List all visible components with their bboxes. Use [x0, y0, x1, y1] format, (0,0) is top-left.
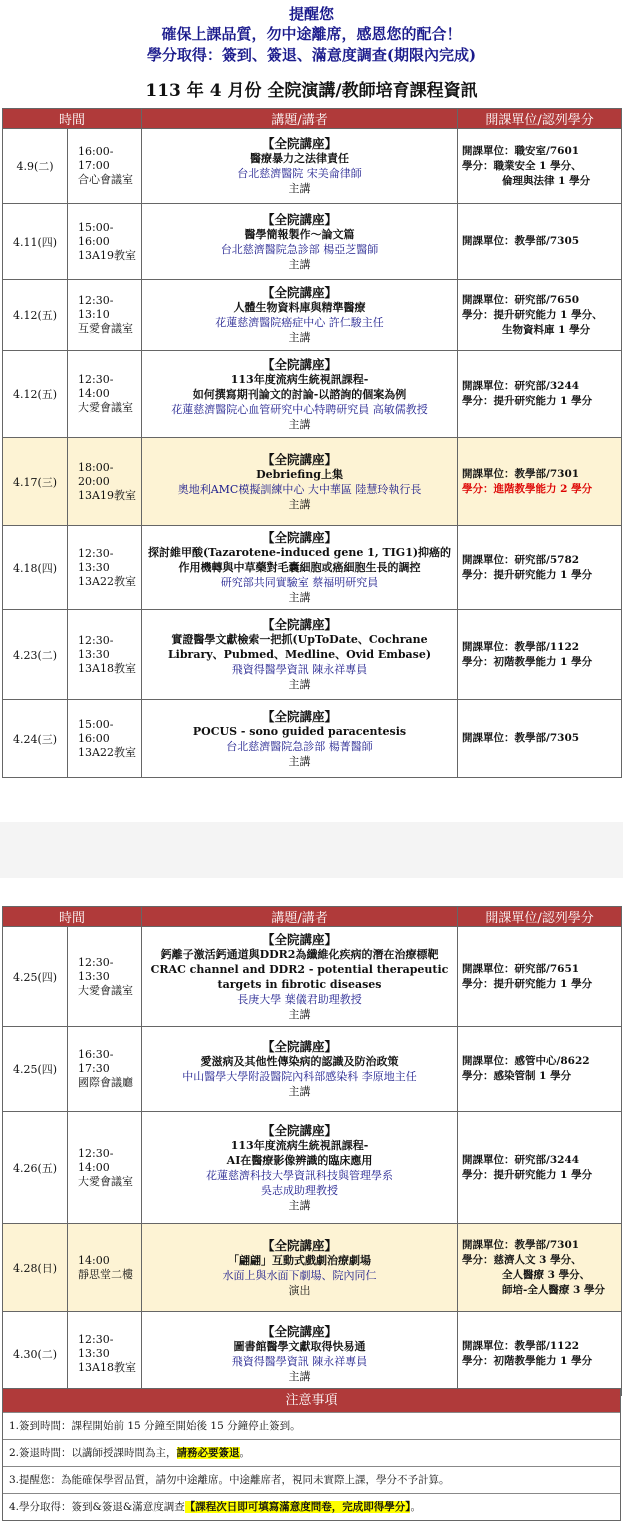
- row-place: 大愛會議室: [78, 401, 133, 414]
- row-topic: [142, 1027, 458, 1112]
- row-place: 靜思堂二樓: [78, 1267, 133, 1281]
- table-row: [3, 1224, 622, 1312]
- notice-item: [3, 1493, 620, 1520]
- row-place: 大愛會議室: [78, 983, 133, 997]
- row-unit: [458, 1112, 622, 1224]
- row-time: 12:30-14:00: [78, 1146, 114, 1174]
- row-topic: [142, 1112, 458, 1224]
- table-row: [3, 438, 622, 526]
- row-host: 主講: [288, 1085, 311, 1098]
- notice-text: 3.提醒您：為能確保學習品質，請勿中途離席。中途離席者，視同未實際上課，學分不予計算。: [9, 1474, 450, 1486]
- unit-line: 全人醫療 3 學分、: [502, 1268, 591, 1281]
- row-topic: [142, 610, 458, 700]
- row-title: 113年度流病生統視訊課程-: [230, 1138, 369, 1152]
- row-title: 「翩翩」互動式戲劇治療劇場: [228, 1253, 372, 1267]
- row-date: 4.17(三): [3, 438, 68, 526]
- unit-line: 學分：初階教學能力 1 學分: [462, 1354, 593, 1367]
- row-host: 主講: [288, 1007, 311, 1021]
- row-time: 12:30-13:30: [78, 633, 114, 661]
- row-unit: [458, 1027, 622, 1112]
- row-topic: [142, 351, 458, 438]
- notice-text: 2.簽退時間：以講師授課時間為主，: [9, 1447, 177, 1459]
- table-row: [3, 280, 622, 351]
- row-topic: [142, 280, 458, 351]
- row-place: 13A19教室: [78, 248, 136, 262]
- reminder: [0, 0, 623, 66]
- unit-line: 開課單位：研究部/5782: [462, 553, 580, 566]
- unit-line: 開課單位：教學部/7305: [462, 235, 580, 247]
- row-host: 主講: [288, 678, 311, 691]
- row-time-place: [68, 1027, 142, 1112]
- notice-item: [3, 1412, 620, 1439]
- lecture-tag: 【全院講座】: [262, 530, 338, 545]
- row-speaker: 中山醫學大學附設醫院內科部感染科 李原地主任: [182, 1070, 417, 1083]
- row-date: 4.26(五): [3, 1112, 68, 1224]
- unit-line: 學分：職業安全 1 學分、: [462, 159, 582, 172]
- notice-highlight: 請務必要簽退: [176, 1447, 240, 1459]
- reminder-heading: 提醒您: [288, 5, 334, 23]
- row-title: 如何撰寫期刊論文的討論-以諮詢的個案為例: [192, 387, 407, 401]
- lecture-tag: 【全院講座】: [262, 708, 338, 724]
- table-row: [3, 700, 622, 778]
- notice-text: 4.學分取得：簽到&簽退&滿意度調查: [9, 1501, 185, 1513]
- row-time-place: [68, 610, 142, 700]
- row-speaker: 花蓮慈濟醫院癌症中心 許仁駿主任: [215, 316, 384, 329]
- row-place: 13A22教室: [78, 574, 136, 588]
- unit-line: 開課單位：研究部/7651: [462, 962, 580, 975]
- row-speaker: 台北慈濟醫院 宋美侖律師: [237, 167, 362, 180]
- col-header-topic: 講題/講者: [142, 109, 458, 129]
- row-host: 演出: [288, 1283, 311, 1297]
- row-time-place: [68, 129, 142, 204]
- row-title: targets in fibrotic diseases: [217, 977, 382, 991]
- unit-line-red: 學分：進階教學能力 2 學分: [462, 482, 593, 495]
- unit-line: 開課單位：感管中心/8622: [462, 1055, 590, 1067]
- row-time: 12:30-13:30: [78, 546, 114, 574]
- row-topic: [142, 129, 458, 204]
- unit-line: 開課單位：教學部/7301: [462, 1238, 580, 1251]
- row-topic: [142, 1312, 458, 1396]
- row-title: 作用機轉與中草藥對毛囊細胞或癌細胞生長的調控: [178, 561, 421, 574]
- row-speaker: 飛資得醫學資訊 陳永祥專員: [231, 663, 368, 676]
- notice-tail: 。: [239, 1447, 251, 1459]
- row-unit: [458, 438, 622, 526]
- row-host: 主講: [288, 591, 311, 604]
- row-title: 愛滋病及其他性傳染病的認識及防治政策: [200, 1055, 399, 1068]
- unit-line: 學分：初階教學能力 1 學分: [462, 655, 593, 668]
- row-host: 主講: [288, 754, 311, 768]
- table-row: [3, 927, 622, 1027]
- lecture-tag: 【全院講座】: [262, 136, 338, 151]
- row-host: 主講: [288, 257, 311, 271]
- row-date: 4.30(二): [3, 1312, 68, 1396]
- row-unit: [458, 1224, 622, 1312]
- unit-line: 開課單位：研究部/3244: [462, 380, 580, 392]
- row-title: CRAC channel and DDR2 - potential therapeutic: [150, 962, 449, 976]
- row-title: 醫學簡報製作～論文篇: [244, 227, 355, 241]
- table-row: [3, 204, 622, 280]
- lecture-tag: 【全院講座】: [262, 617, 338, 632]
- row-place: 13A19教室: [78, 488, 136, 502]
- row-unit: [458, 927, 622, 1027]
- course-table-continued: [2, 906, 622, 1396]
- table-row: [3, 351, 622, 438]
- row-host: 主講: [288, 497, 311, 511]
- row-title: 醫療暴力之法律責任: [250, 152, 350, 165]
- row-date: 4.11(四): [3, 204, 68, 280]
- row-speaker: 飛資得醫學資訊 陳永祥專員: [231, 1354, 368, 1368]
- row-date: 4.23(二): [3, 610, 68, 700]
- reminder-line: 學分取得：簽到、簽退、滿意度調查(期限內完成): [146, 46, 477, 64]
- row-time-place: [68, 438, 142, 526]
- row-place: 13A18教室: [78, 1360, 136, 1374]
- unit-line: 開課單位：教學部/7301: [462, 467, 580, 480]
- row-time-place: [68, 351, 142, 438]
- row-time-place: [68, 1224, 142, 1312]
- row-host: 主講: [288, 182, 311, 195]
- row-time-place: [68, 1112, 142, 1224]
- row-time-place: [68, 280, 142, 351]
- lecture-tag: 【全院講座】: [262, 1237, 338, 1253]
- row-place: 國際會議廳: [78, 1076, 133, 1089]
- row-topic: [142, 438, 458, 526]
- notice-header: 注意事項: [3, 1389, 620, 1412]
- row-title: 圖書館醫學文獻取得快易通: [233, 1339, 366, 1353]
- row-date: 4.9(二): [3, 129, 68, 204]
- row-time: 12:30-13:30: [78, 955, 114, 983]
- row-time: 14:00: [78, 1253, 110, 1267]
- row-unit: [458, 129, 622, 204]
- unit-line: 學分：感染管制 1 學分: [462, 1070, 572, 1082]
- lecture-tag: 【全院講座】: [262, 211, 338, 227]
- notice-tail: 。: [410, 1501, 421, 1513]
- row-title: 鈣離子激活鈣通道與DDR2為纖維化疾病的潛在治療標靶: [160, 947, 439, 961]
- row-time: 16:30-17:30: [78, 1048, 114, 1075]
- row-title: Library、Pubmed、Medline、Ovid Embase): [167, 648, 432, 661]
- lecture-tag: 【全院講座】: [262, 1323, 338, 1339]
- row-time: 16:00-17:00: [78, 145, 114, 172]
- row-time-place: [68, 204, 142, 280]
- row-date: 4.18(四): [3, 526, 68, 610]
- row-date: 4.24(三): [3, 700, 68, 778]
- lecture-tag: 【全院講座】: [262, 1039, 338, 1054]
- row-time: 12:30-13:30: [78, 1332, 114, 1360]
- row-time-place: [68, 1312, 142, 1396]
- row-date: 4.25(四): [3, 927, 68, 1027]
- row-time-place: [68, 927, 142, 1027]
- row-place: 互愛會議室: [78, 322, 133, 335]
- lecture-tag: 【全院講座】: [262, 285, 338, 300]
- table-row: [3, 1027, 622, 1112]
- unit-line: 開課單位：教學部/1122: [462, 1339, 580, 1352]
- lecture-tag: 【全院講座】: [262, 356, 338, 372]
- row-speaker: 台北慈濟醫院急診部 楊菁醫師: [226, 739, 373, 753]
- row-host: 主講: [288, 417, 311, 431]
- notice-highlight: 【課程次日即可填寫滿意度問卷，完成即得學分】: [184, 1501, 411, 1513]
- row-unit: [458, 610, 622, 700]
- unit-line: 學分：慈濟人文 3 學分、: [462, 1253, 582, 1266]
- row-unit: [458, 204, 622, 280]
- row-speaker: 花蓮慈濟科技大學資訊科技與管理學系: [206, 1168, 394, 1182]
- row-topic: [142, 927, 458, 1027]
- row-speaker: 台北慈濟醫院急診部 楊亞芝醫師: [220, 242, 379, 256]
- row-topic: [142, 700, 458, 778]
- row-time-place: [68, 526, 142, 610]
- row-unit: [458, 280, 622, 351]
- course-table: [2, 108, 622, 778]
- col-header-topic: 講題/講者: [142, 907, 458, 927]
- col-header-time: 時間: [3, 109, 142, 129]
- row-host: 主講: [288, 1198, 311, 1212]
- row-date: 4.12(五): [3, 280, 68, 351]
- row-time-place: [68, 700, 142, 778]
- row-date: 4.12(五): [3, 351, 68, 438]
- unit-line: 開課單位：研究部/3244: [462, 1153, 580, 1166]
- row-unit: [458, 526, 622, 610]
- row-host: 主講: [288, 1369, 311, 1383]
- notice-item: [3, 1439, 620, 1466]
- unit-line: 開課單位：教學部/7305: [462, 732, 580, 744]
- unit-line: 生物資料庫 1 學分: [502, 323, 591, 336]
- unit-line: 學分：提升研究能力 1 學分、: [462, 308, 603, 321]
- col-header-unit: 開課單位/認列學分: [458, 109, 622, 129]
- row-host: 主講: [288, 331, 311, 344]
- table-row: [3, 1112, 622, 1224]
- col-header-unit: 開課單位/認列學分: [458, 907, 622, 927]
- row-topic: [142, 1224, 458, 1312]
- row-place: 大愛會議室: [78, 1174, 133, 1188]
- lecture-tag: 【全院講座】: [262, 451, 338, 467]
- unit-line: 學分：提升研究能力 1 學分: [462, 395, 593, 407]
- row-unit: [458, 351, 622, 438]
- row-unit: [458, 1312, 622, 1396]
- row-speaker: 花蓮慈濟醫院心血管研究中心特聘研究員 高敏儒教授: [171, 402, 428, 416]
- row-title: Debriefing上集: [256, 467, 343, 481]
- unit-line: 學分：提升研究能力 1 學分: [462, 568, 593, 581]
- row-time: 12:30-14:00: [78, 373, 114, 400]
- unit-line: 開課單位：研究部/7650: [462, 293, 580, 306]
- row-title: POCUS - sono guided paracentesis: [192, 724, 407, 738]
- row-time: 15:00-16:00: [78, 717, 114, 745]
- col-header-time: 時間: [3, 907, 142, 927]
- unit-line: 學分：提升研究能力 1 學分: [462, 1168, 593, 1181]
- unit-line: 學分：提升研究能力 1 學分: [462, 977, 593, 990]
- row-speaker: 水面上與水面下劇場、院內同仁: [222, 1268, 377, 1282]
- row-title: AI在醫療影像辨識的臨床應用: [226, 1153, 373, 1167]
- row-title: 實證醫學文獻檢索一把抓(UpToDate、Cochrane: [171, 633, 428, 646]
- table-row: [3, 1312, 622, 1396]
- row-speaker: 奧地利AMC模擬訓練中心 大中華區 陸慧玲執行長: [177, 482, 422, 496]
- row-place: 13A18教室: [78, 661, 136, 675]
- row-topic: [142, 526, 458, 610]
- lecture-tag: 【全院講座】: [262, 931, 338, 947]
- table-row: [3, 526, 622, 610]
- row-title: 人體生物資料庫與精準醫療: [233, 301, 366, 314]
- reminder-line: 確保上課品質，勿中途離席，感恩您的配合！: [161, 25, 462, 43]
- table-row: [3, 610, 622, 700]
- page-title: 113 年 4 月份 全院演講/教師培育課程資訊: [145, 81, 478, 101]
- row-place: 合心會議室: [78, 173, 133, 186]
- unit-line: 開課單位：職安室/7601: [462, 144, 580, 157]
- row-unit: [458, 700, 622, 778]
- row-time: 15:00-16:00: [78, 220, 114, 248]
- row-title: 113年度流病生統視訊課程-: [230, 372, 369, 386]
- notice-item: [3, 1466, 620, 1493]
- row-date: 4.28(日): [3, 1224, 68, 1312]
- notice-text: 1.簽到時間：課程開始前 15 分鐘至開始後 15 分鐘停止簽到。: [9, 1420, 301, 1432]
- lecture-tag: 【全院講座】: [262, 1122, 338, 1138]
- row-place: 13A22教室: [78, 745, 136, 759]
- unit-line: 倫理與法律 1 學分: [502, 174, 591, 187]
- row-speaker: 研究部共同實驗室 蔡福明研究員: [220, 576, 379, 589]
- row-time: 18:00-20:00: [78, 460, 114, 488]
- row-speaker: 吳志成助理教授: [261, 1183, 339, 1197]
- unit-line: 開課單位：教學部/1122: [462, 640, 580, 653]
- row-speaker: 長庚大學 葉儀君助理教授: [237, 992, 362, 1006]
- row-topic: [142, 204, 458, 280]
- row-time: 12:30-13:10: [78, 294, 114, 321]
- unit-line: 師培-全人醫療 3 學分: [502, 1283, 605, 1296]
- notice-box: [2, 1388, 621, 1521]
- row-title: 探討維甲酸(Tazarotene-induced gene 1, TIG1)抑癌的: [147, 546, 452, 559]
- table-row: [3, 129, 622, 204]
- row-date: 4.25(四): [3, 1027, 68, 1112]
